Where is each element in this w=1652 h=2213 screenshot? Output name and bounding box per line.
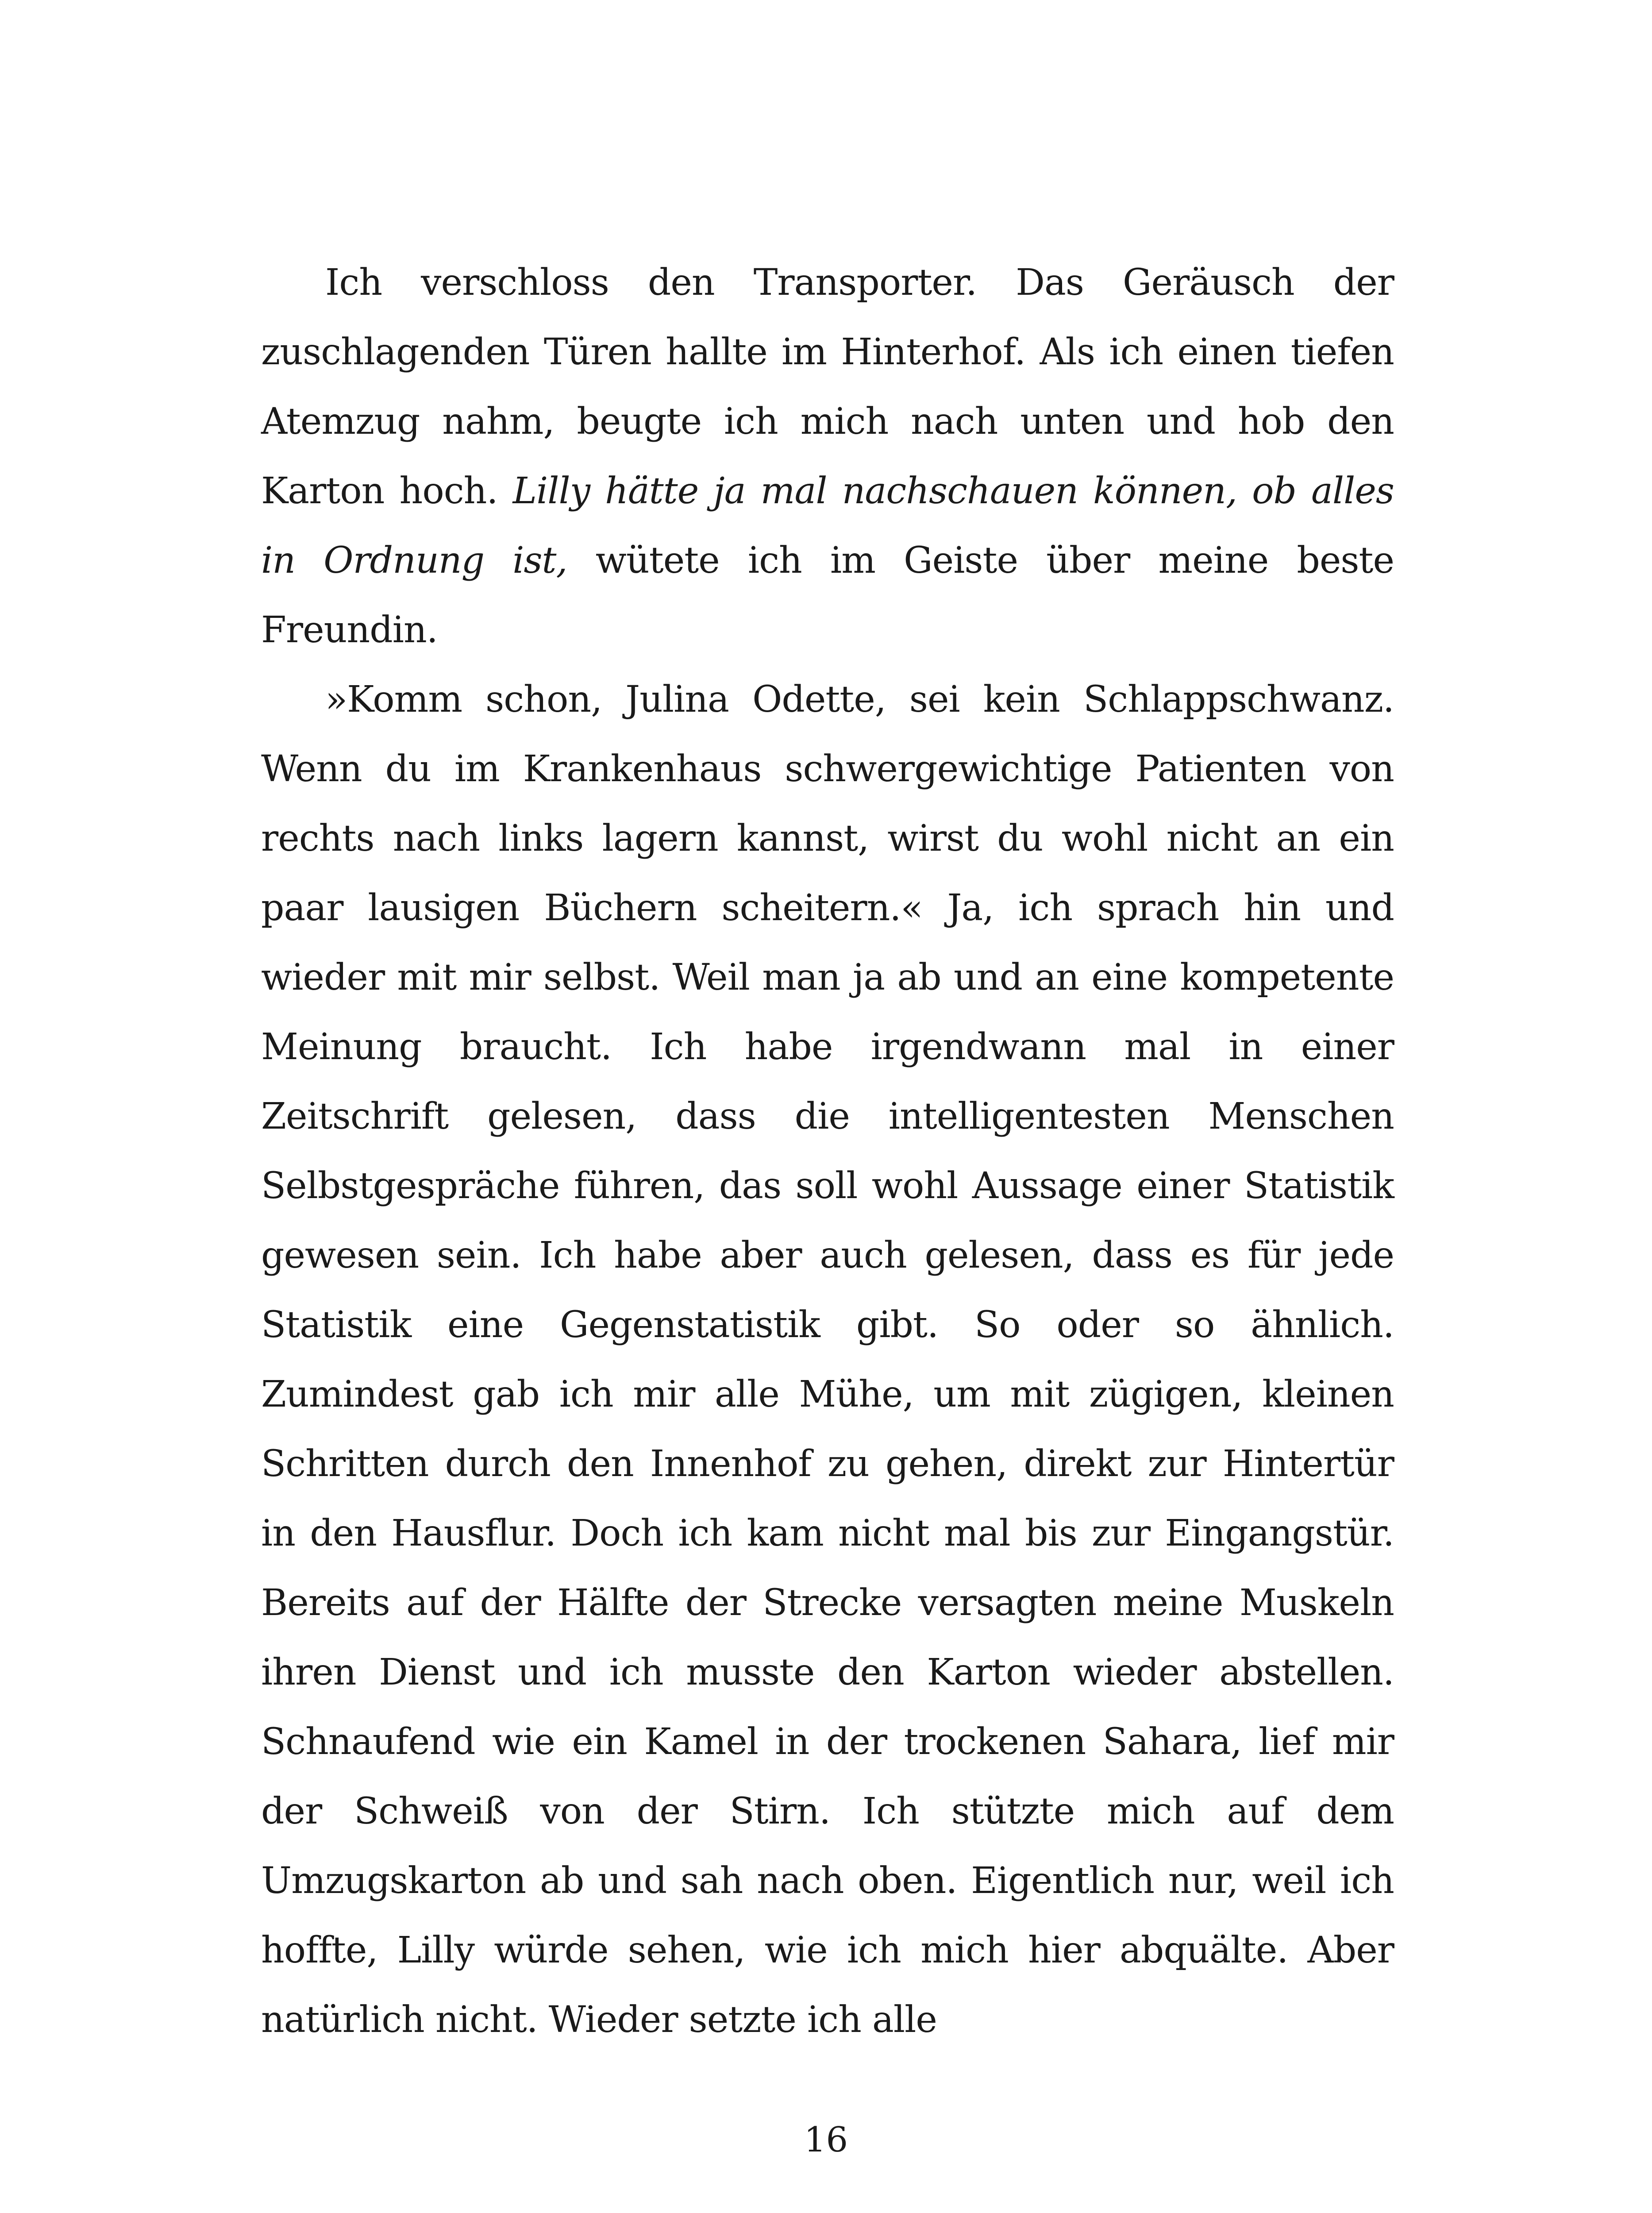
page-number: 16 — [804, 2120, 848, 2160]
paragraph-1 — [261, 248, 1394, 665]
body-text — [261, 248, 1394, 2055]
paragraph-2: »Komm schon, Julina Odette, sei kein Schlappschwanz. Wenn du im Krankenhaus schwergewichtige Patienten von rechts nach links lagern kannst, wirst du wohl nicht an ein paar lausigen Büchern scheitern.« Ja, ich sprach hin und wieder mit mir selbst. Weil man ja ab und an eine kompetente Meinung braucht. Ich habe irgendwann mal in einer Zeitschrift gelesen, dass die intelligentesten Menschen Selbstgespräche führen, das soll wohl Aussage einer Statistik gewesen sein. Ich habe aber auch gelesen, dass es für jede Statistik eine Gegenstatistik gibt. So oder so ähnlich. Zumindest gab ich mir alle Mühe, um mit zügigen, kleinen Schritten durch den Innenhof zu gehen, direkt zur Hintertür in den Hausflur. Doch ich kam nicht mal bis zur Eingangstür. Bereits auf der Hälfte der Strecke versagten meine Muskeln ihren Dienst und ich musste den Karton wieder abstellen. Schnaufend wie ein Kamel in der trockenen Sahara, lief mir der Schweiß von der Stirn. Ich stützte mich auf dem Umzugskarton ab und sah nach oben. Eigentlich nur, weil ich hoffte, Lilly würde sehen, wie ich mich hier abquälte. Aber natürlich nicht. Wieder setzte ich alle — [261, 679, 1394, 2041]
paragraph-1-italic-thought: Lilly hätte ja mal nachschauen können, ob alles in Ordnung ist, — [261, 470, 1394, 582]
paragraph-1-outro: wütete ich im Geiste über meine beste Freundin. — [261, 540, 1394, 651]
paragraph-1-intro: Ich verschloss den Transporter. Das Geräusch der zuschlagenden Türen hallte im Hinterhof. Als ich einen tiefen Atemzug nahm, beugte ich mich nach unten und hob den Karton hoch. — [261, 262, 1394, 512]
